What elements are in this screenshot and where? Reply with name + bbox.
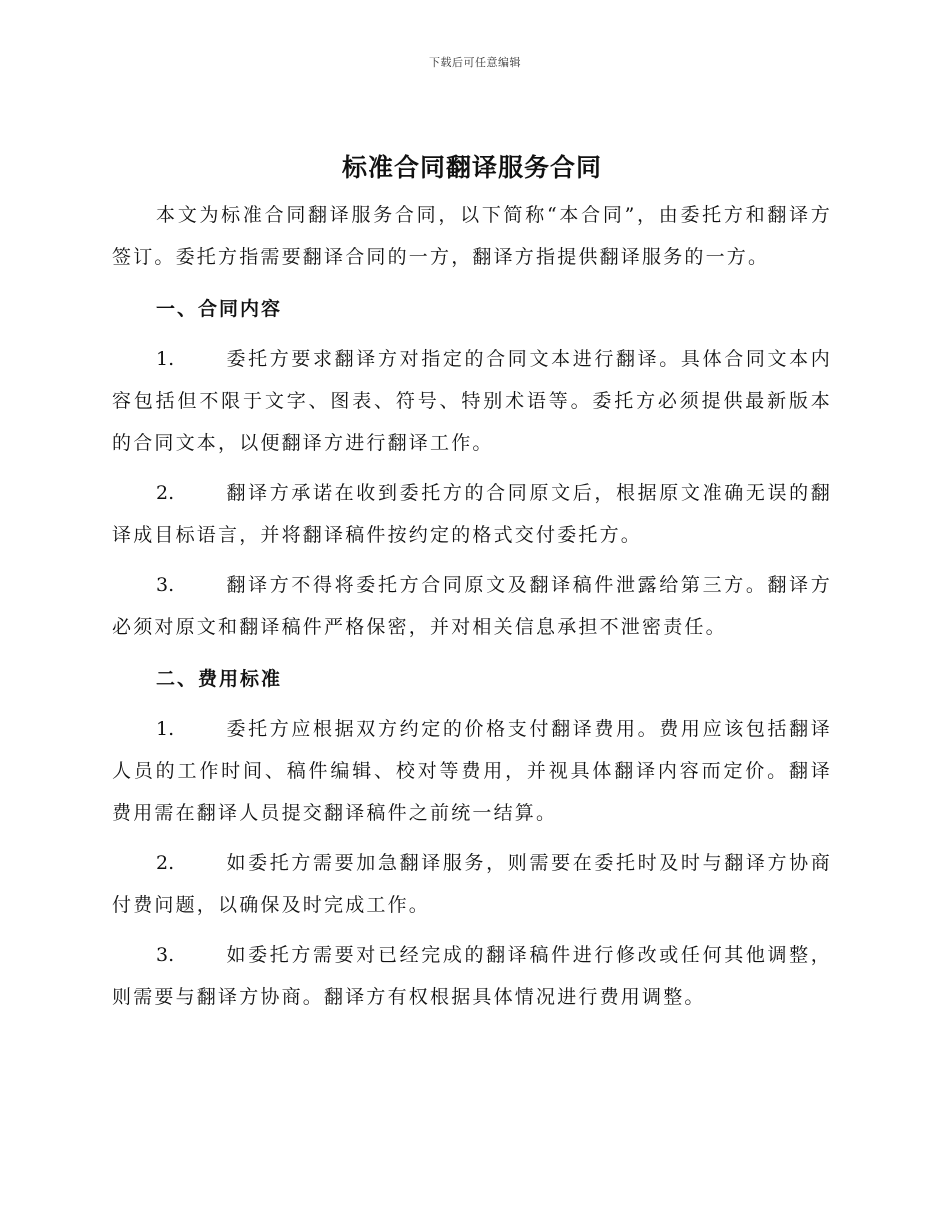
clause-text: 翻译方承诺在收到委托方的合同原文后，根据原文准确无误的翻译成目标语言，并将翻译稿件按约定的格式交付委托方。 (112, 482, 832, 546)
clause-item (112, 842, 832, 926)
clause-item (112, 472, 832, 556)
document-title: 标准合同翻译服务合同 (341, 153, 602, 182)
document-body (112, 148, 832, 1026)
clause-item (112, 708, 832, 834)
clause-text: 委托方应根据双方约定的价格支付翻译费用。费用应该包括翻译人员的工作时间、稿件编辑、校对等费用，并视具体翻译内容而定价。翻译费用需在翻译人员提交翻译稿件之前统一结算。 (112, 718, 832, 824)
section-heading: 一、合同内容 (156, 298, 283, 320)
clause-number: 3. (156, 574, 175, 596)
section-fee-standard (112, 658, 832, 1018)
clause-text: 如委托方需要对已经完成的翻译稿件进行修改或任何其他调整，则需要与翻译方协商。翻译方有权根据具体情况进行费用调整。 (112, 944, 832, 1008)
intro-paragraph: 本文为标准合同翻译服务合同，以下简称“本合同”，由委托方和翻译方签订。委托方指需要翻译合同的一方，翻译方指提供翻译服务的一方。 (112, 204, 832, 268)
clause-item (112, 934, 832, 1018)
clause-number: 1. (156, 718, 175, 740)
clause-item (112, 338, 832, 464)
clause-text: 翻译方不得将委托方合同原文及翻译稿件泄露给第三方。翻译方必须对原文和翻译稿件严格保密，并对相关信息承担不泄密责任。 (112, 574, 832, 638)
page-header: 下载后可任意编辑 (429, 56, 521, 69)
clause-text: 如委托方需要加急翻译服务，则需要在委托时及时与翻译方协商付费问题，以确保及时完成工作。 (112, 852, 832, 916)
clause-number: 3. (156, 944, 175, 966)
clause-number: 2. (156, 482, 175, 504)
section-contract-content (112, 288, 832, 648)
clause-text: 委托方要求翻译方对指定的合同文本进行翻译。具体合同文本内容包括但不限于文字、图表、符号、特别术语等。委托方必须提供最新版本的合同文本，以便翻译方进行翻译工作。 (112, 348, 832, 454)
clause-number: 1. (156, 348, 175, 370)
section-heading: 二、费用标准 (156, 668, 283, 690)
clause-number: 2. (156, 852, 175, 874)
clause-item (112, 564, 832, 648)
